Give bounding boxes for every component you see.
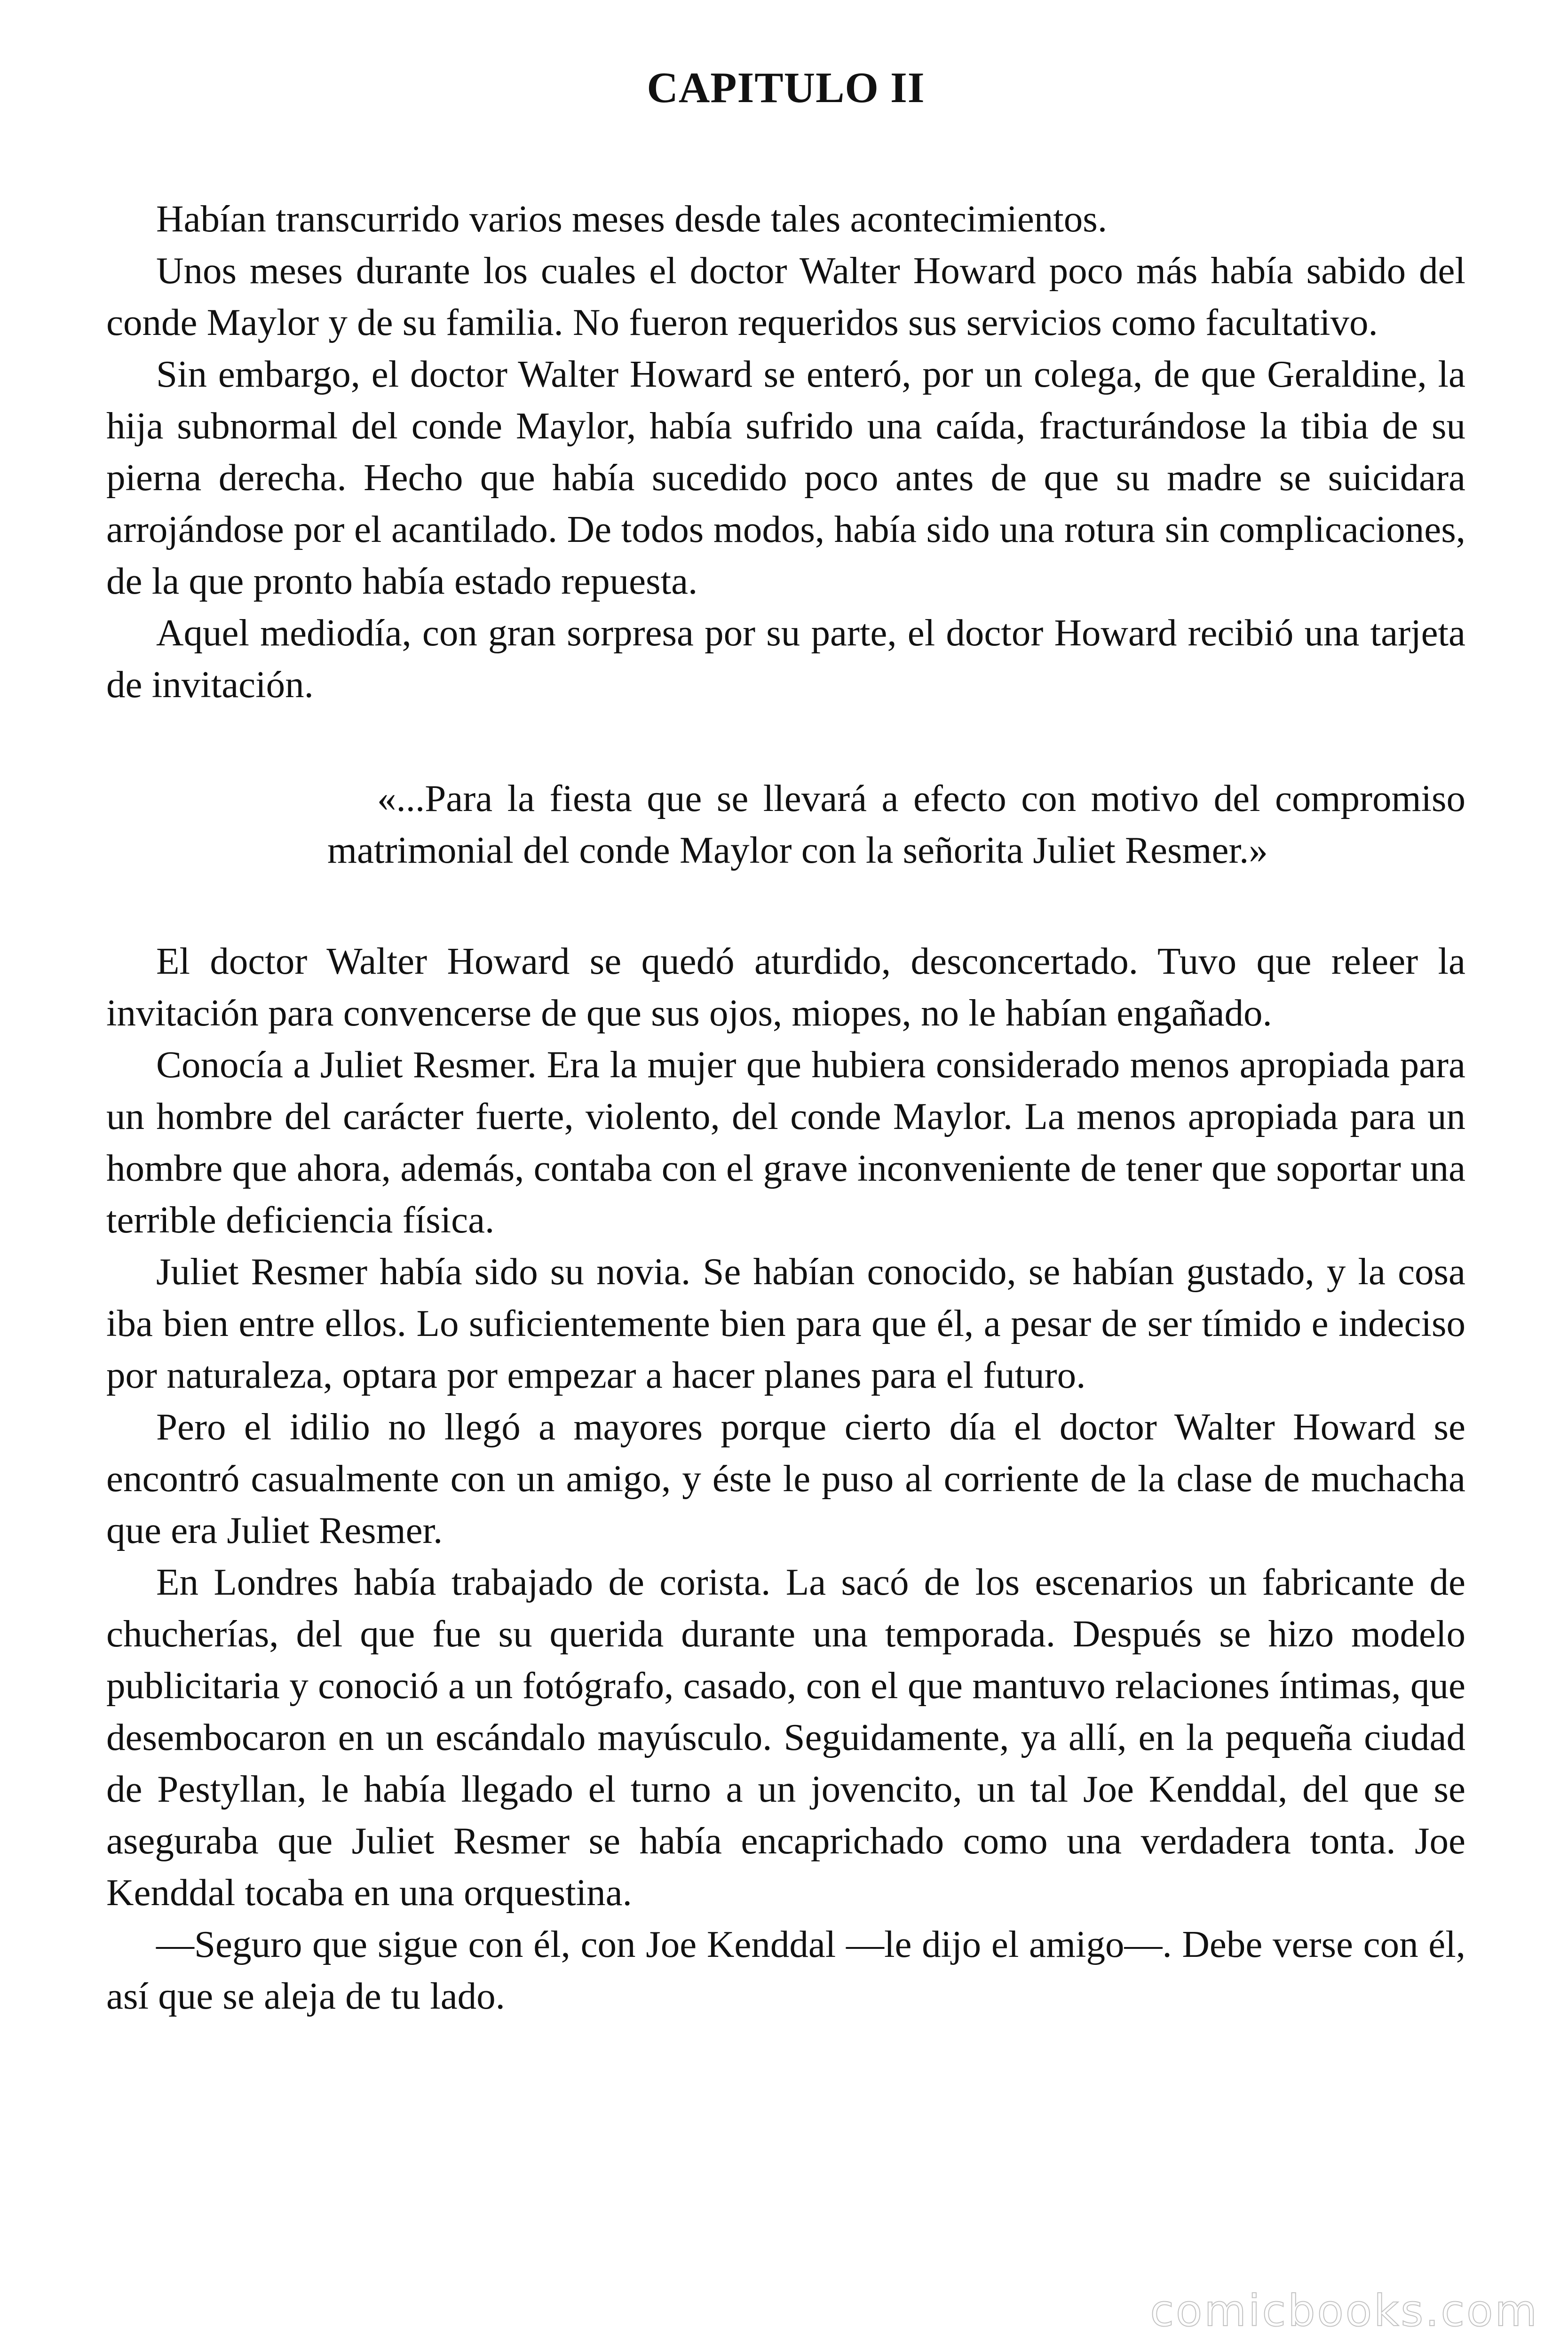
paragraph: —Seguro que sigue con él, con Joe Kenddal —le dijo el amigo—. Debe verse con él, así que se aleja de tu lado. [106,1923,1465,2017]
invitation-quote: «...Para la fiesta que se llevará a efecto con motivo del compromiso matrimonial del conde Maylor con la señorita Juliet Resmer.» [327,777,1465,871]
paragraph: Sin embargo, el doctor Walter Howard se enteró, por un colega, de que Geraldine, la hija subnormal del conde Maylor, había sufrido una caída, fracturándose la tibia de su pierna derecha. Hecho que había sucedido poco antes de que su madre se suicidara arrojándose por el acantilado. De todos modos, había sido una rotura sin complicaciones, de la que pronto había estado repuesta. [106,353,1465,602]
paragraph: Aquel mediodía, con gran sorpresa por su parte, el doctor Howard recibió una tarjeta de invitación. [106,612,1465,706]
paragraph: El doctor Walter Howard se quedó aturdido, desconcertado. Tuvo que releer la invitación para convencerse de que sus ojos, miopes, no le habían engañado. [106,940,1465,1034]
chapter-title: CAPITULO II [647,64,925,111]
paragraph: Pero el idilio no llegó a mayores porque cierto día el doctor Walter Howard se encontró casualmente con un amigo, y éste le puso al corriente de la clase de muchacha que era Juliet Resmer. [106,1406,1465,1551]
paragraph: Juliet Resmer había sido su novia. Se habían conocido, se habían gustado, y la cosa iba bien entre ellos. Lo suficientemente bien para que él, a pesar de ser tímido e indeciso por naturaleza, optara por empezar a hacer planes para el futuro. [106,1250,1465,1396]
watermark: comicbooks.com [1150,2286,1539,2336]
paragraph: Conocía a Juliet Resmer. Era la mujer que hubiera considerado menos apropiada para un hombre del carácter fuerte, violento, del conde Maylor. La menos apropiada para un hombre que ahora, además, contaba con el grave inconveniente de tener que soportar una terrible deficiencia física. [106,1043,1466,1241]
body-text [106,193,1465,2022]
paragraph: En Londres había trabajado de corista. La sacó de los escenarios un fabricante de chucherías, del que fue su querida durante una temporada. Después se hizo modelo publicitaria y conoció a un fotógrafo, casado, con el que mantuvo relaciones íntimas, que desembocaron en un escándalo mayúsculo. Seguidamente, ya allí, en la pequeña ciudad de Pestyllan, le había llegado el turno a un jovencito, un tal Joe Kenddal, del que se aseguraba que Juliet Resmer se había encaprichado como una verdadera tonta. Joe Kenddal tocaba en una orquestina. [106,1561,1465,1914]
document-page [106,66,1465,2022]
paragraph: Habían transcurrido varios meses desde tales acontecimientos. [156,198,1108,240]
paragraph: Unos meses durante los cuales el doctor Walter Howard poco más había sabido del conde Maylor y de su familia. No fueron requeridos sus servicios como facultativo. [106,249,1465,343]
